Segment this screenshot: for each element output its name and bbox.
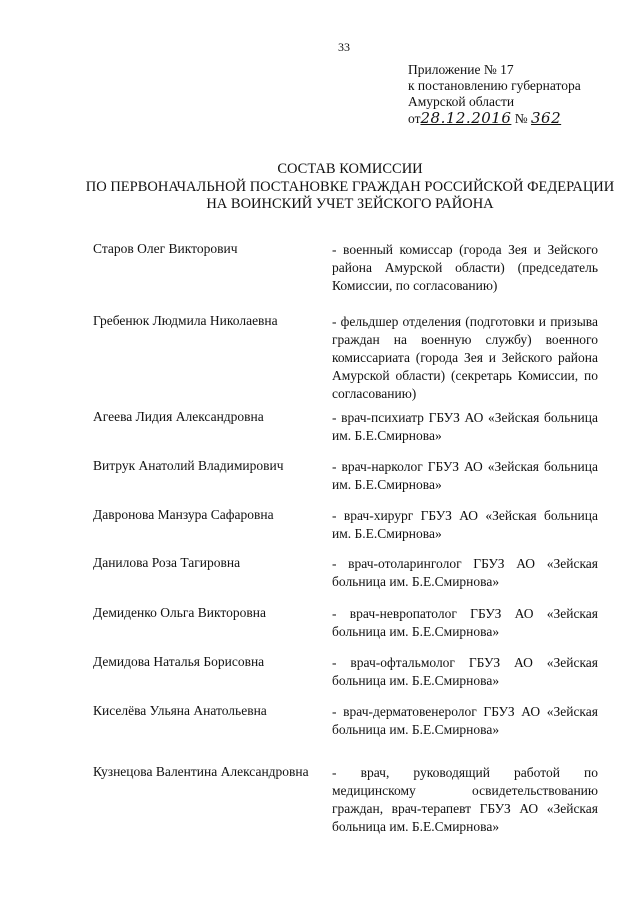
number-prefix: № [514, 111, 528, 126]
member-role: - врач-невропатолог ГБУЗ АО «Зейская больница им. Б.Е.Смирнова» [332, 606, 598, 639]
member-role: - врач-хирург ГБУЗ АО «Зейская больница им. Б.Е.Смирнова» [332, 508, 598, 541]
member-name: Демидова Наталья Борисовна [93, 654, 265, 669]
member-role: - врач-нарколог ГБУЗ АО «Зейская больница им. Б.Е.Смирнова» [332, 459, 598, 492]
title-line-1: СОСТАВ КОМИССИИ [277, 161, 423, 177]
member-role: - врач-офтальмолог ГБУЗ АО «Зейская больница им. Б.Е.Смирнова» [332, 655, 598, 688]
member-name: Витрук Анатолий Владимирович [93, 458, 284, 473]
appendix-block [408, 62, 581, 127]
member-role: - врач-дерматовенеролог ГБУЗ АО «Зейская больница им. Б.Е.Смирнова» [332, 704, 598, 737]
member-name: Гребенюк Людмила Николаевна [93, 313, 278, 328]
handwritten-date: 28.12.2016 [420, 109, 512, 127]
document-title [0, 161, 640, 214]
title-line-2: ПО ПЕРВОНАЧАЛЬНОЙ ПОСТАНОВКЕ ГРАЖДАН РОССИЙСКОЙ ФЕДЕРАЦИИ [85, 178, 615, 195]
title-line-3: НА ВОИНСКИЙ УЧЕТ ЗЕЙСКОГО РАЙОНА [206, 196, 494, 212]
member-name: Давронова Манзура Сафаровна [93, 507, 274, 522]
date-prefix: от [408, 111, 421, 126]
member-name: Демиденко Ольга Викторовна [93, 605, 266, 620]
member-role: - фельдшер отделения (подготовки и призыва граждан на военную службу) военного комиссариата (города Зея и Зейского района Амурской области) (секретарь Комиссии, по согласованию) [332, 314, 598, 401]
member-role: - врач-отоларинголог ГБУЗ АО «Зейская больница им. Б.Е.Смирнова» [332, 556, 598, 589]
member-name: Старов Олег Викторович [93, 241, 238, 256]
appendix-reference: к постановлению губернатора [408, 78, 581, 93]
member-role: - военный комиссар (города Зея и Зейского района Амурской области) (председатель Комиссии, по согласованию) [332, 242, 598, 293]
member-role: - врач, руководящий работой по медицинскому освидетельствованию граждан, врач-терапевт ГБУЗ АО «Зейская больница им. Б.Е.Смирнова» [332, 765, 598, 834]
member-role: - врач-психиатр ГБУЗ АО «Зейская больница им. Б.Е.Смирнова» [332, 410, 598, 443]
page-number: 33 [338, 40, 350, 54]
member-name: Киселёва Ульяна Анатольевна [93, 703, 267, 718]
member-name: Агеева Лидия Александровна [93, 409, 264, 424]
member-name: Данилова Роза Тагировна [93, 555, 241, 570]
member-name: Кузнецова Валентина Александровна [93, 764, 309, 779]
appendix-region: Амурской области [408, 94, 515, 109]
appendix-date-line [408, 110, 581, 127]
appendix-title: Приложение № 17 [408, 62, 514, 77]
handwritten-number: 362 [531, 109, 562, 127]
